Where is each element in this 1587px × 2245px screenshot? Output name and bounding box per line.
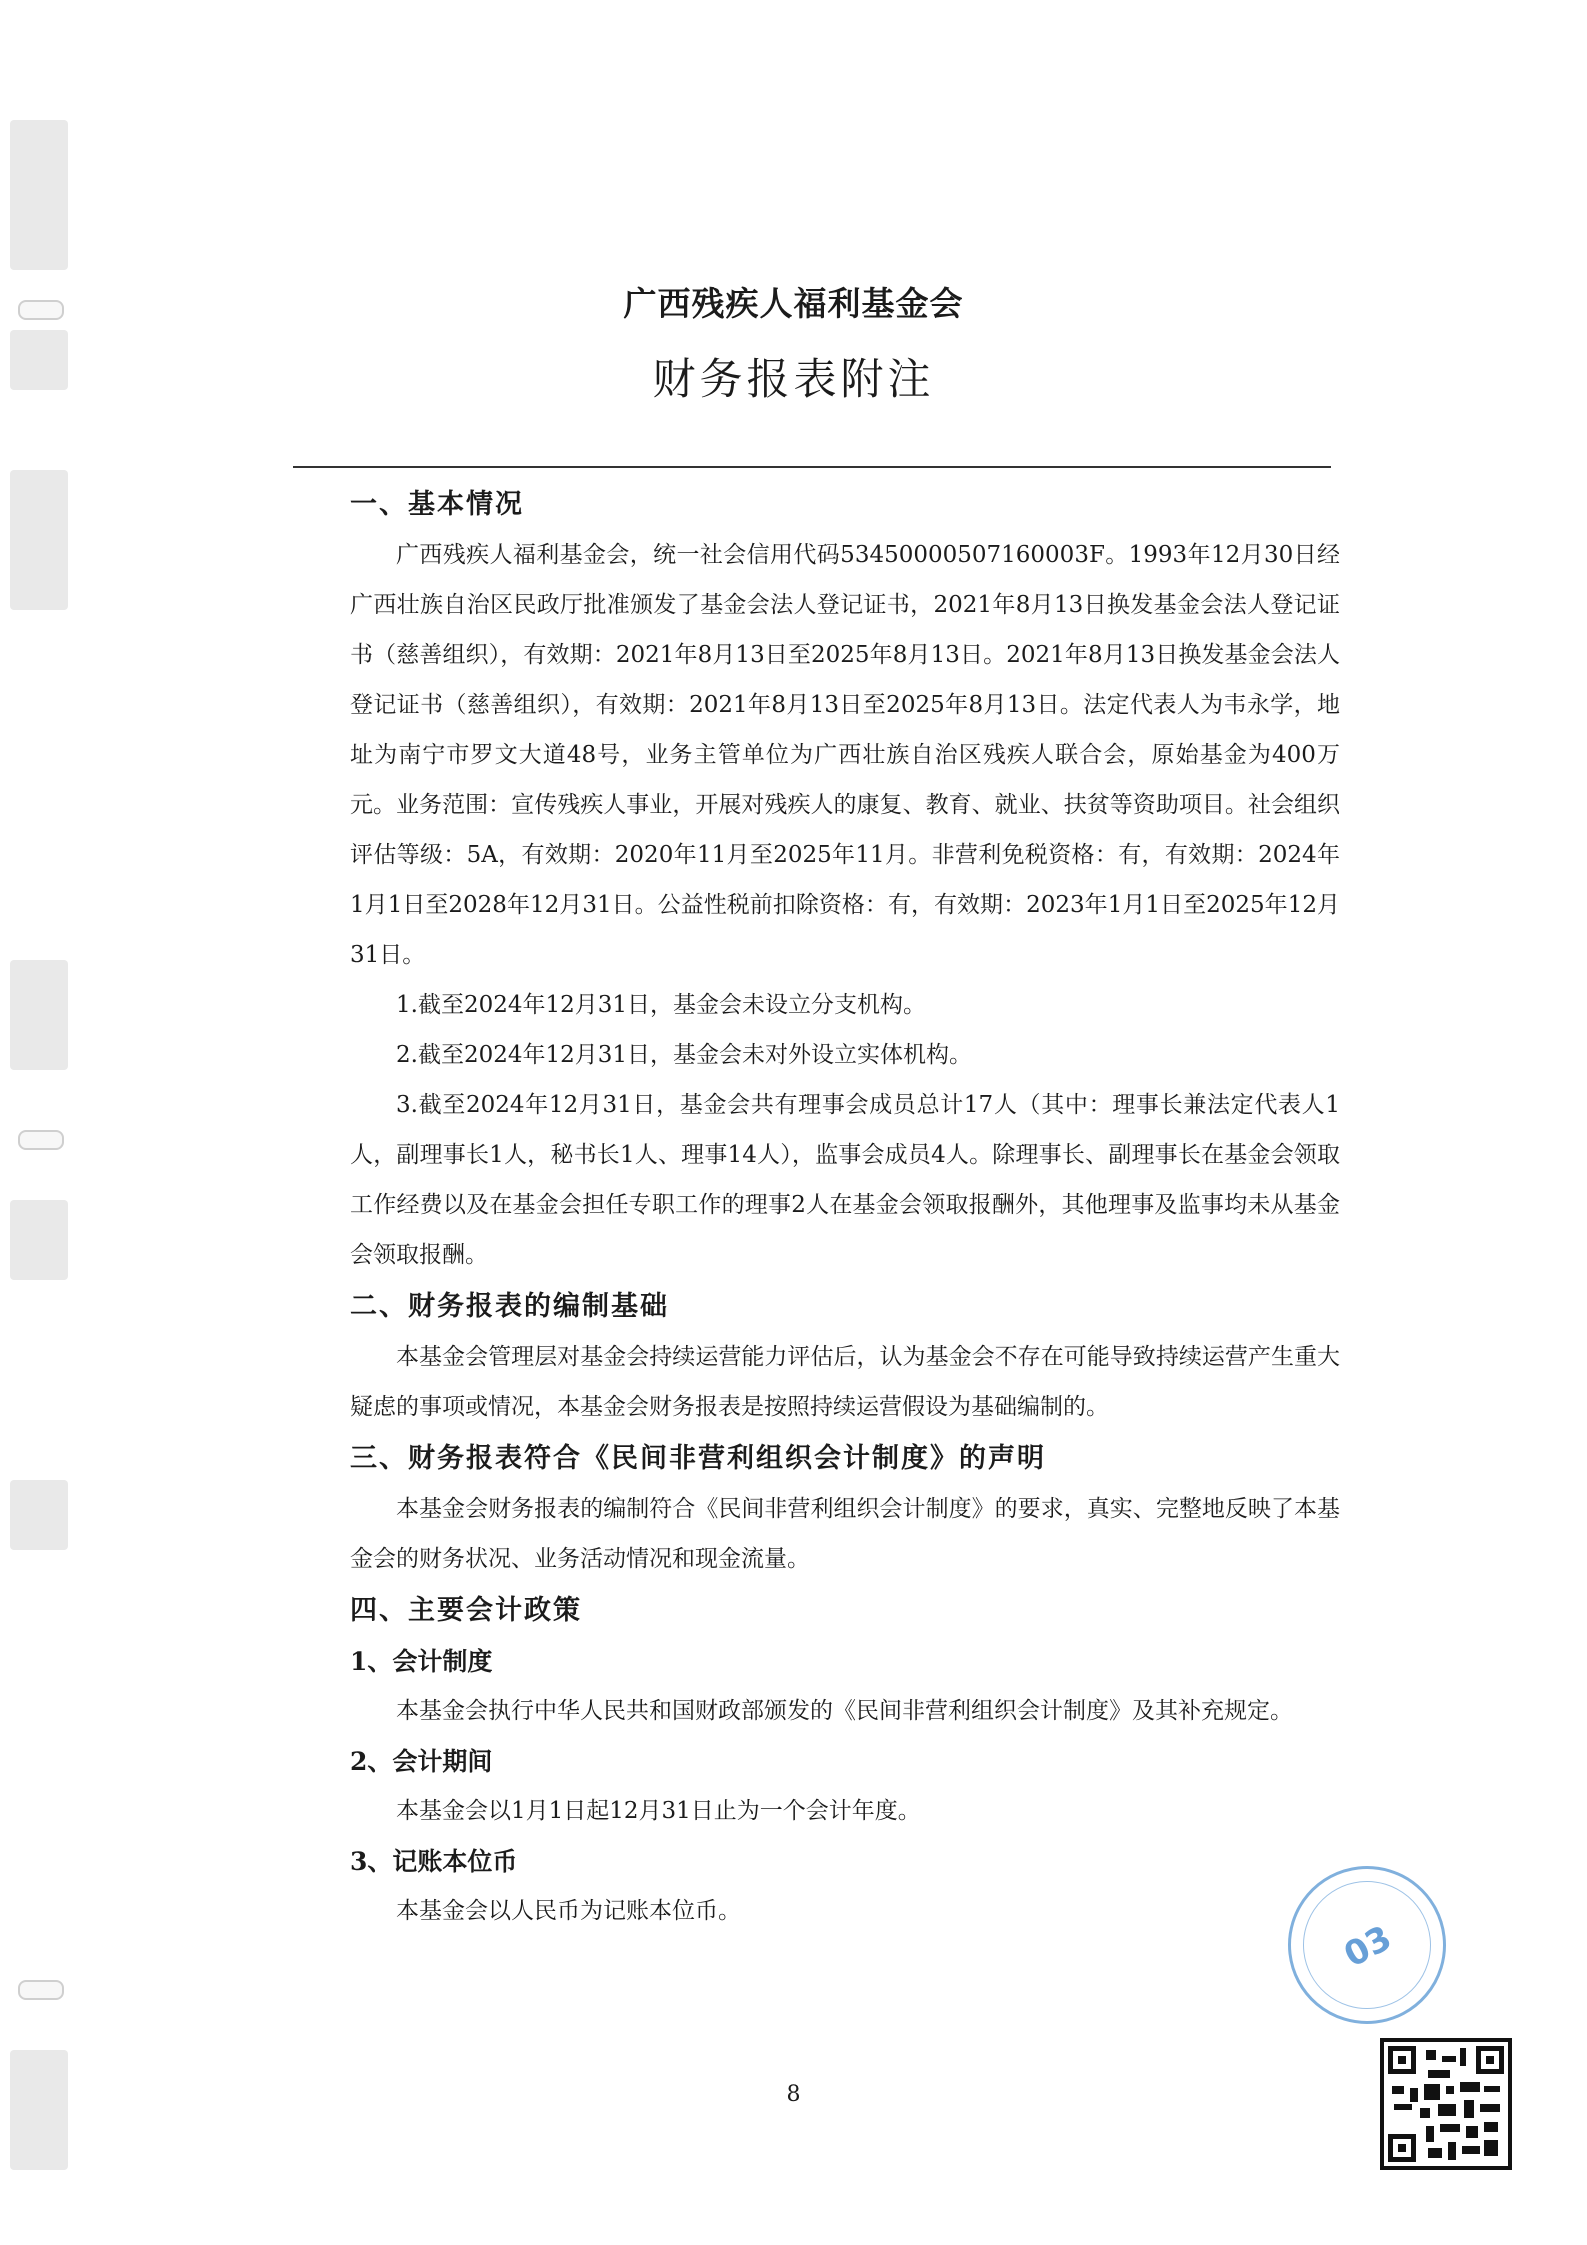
section-paragraph: 1.截至2024年12月31日，基金会未设立分支机构。	[396, 992, 927, 1018]
binding-hole	[18, 1130, 64, 1150]
qr-code-icon	[1380, 2038, 1512, 2170]
binding-hole	[18, 1980, 64, 2000]
subsection-text: 本基金会以人民币为记账本位币。	[396, 1898, 741, 1924]
notes-body	[350, 478, 1340, 1936]
section-paragraph: 广西残疾人福利基金会，统一社会信用代码53450000507160003F。1993年12月30日经广西壮族自治区民政厅批准颁发了基金会法人登记证书，2021年8月13日换发基金会法人登记证书（慈善组织），有效期：2021年8月13日至2025年8月13日。2021年8月13日换发基金会法人登记证书（慈善组织），有效期：2021年8月13日至2025年8月13日。法定代表人为韦永学，地址为南宁市罗文大道48号，业务主管单位为广西壮族自治区残疾人联合会，原始基金为400万元。业务范围：宣传残疾人事业，开展对残疾人的康复、教育、就业、扶贫等资助项目。社会组织评估等级：5A，有效期：2020年11月至2025年11月。非营利免税资格：有，有效期：2024年1月1日至2028年12月31日。公益性税前扣除资格：有，有效期：2023年1月1日至2025年12月31日。	[350, 542, 1340, 968]
document-subtitle: 财务报表附注	[652, 355, 935, 405]
subsection-heading: 2、会计期间	[350, 1747, 493, 1776]
title-divider	[293, 466, 1331, 468]
section-heading: 二、财务报表的编制基础	[350, 1291, 669, 1322]
page-number: 8	[786, 2082, 801, 2107]
section-heading: 三、财务报表符合《民间非营利组织会计制度》的声明	[350, 1443, 1046, 1474]
section-paragraph: 本基金会财务报表的编制符合《民间非营利组织会计制度》的要求，真实、完整地反映了本基金会的财务状况、业务活动情况和现金流量。	[350, 1496, 1340, 1572]
binding-strip	[0, 0, 80, 2245]
subsection-heading: 3、记账本位币	[350, 1847, 518, 1876]
binding-mark	[10, 1480, 68, 1550]
section-paragraph: 2.截至2024年12月31日，基金会未对外设立实体机构。	[396, 1042, 973, 1068]
subsection-text: 本基金会执行中华人民共和国财政部颁发的《民间非营利组织会计制度》及其补充规定。	[396, 1698, 1293, 1724]
seal-number: 03	[1337, 1918, 1399, 1976]
binding-mark	[10, 470, 68, 610]
section-paragraph: 3.截至2024年12月31日，基金会共有理事会成员总计17人（其中：理事长兼法定代表人1人，副理事长1人，秘书长1人、理事14人），监事会成员4人。除理事长、副理事长在基金会领取工作经费以及在基金会担任专职工作的理事2人在基金会领取报酬外，其他理事及监事均未从基金会领取报酬。	[350, 1092, 1340, 1268]
binding-mark	[10, 120, 68, 270]
section-heading: 四、主要会计政策	[350, 1595, 582, 1626]
qr-finder	[1476, 2046, 1504, 2074]
section-paragraph: 本基金会管理层对基金会持续运营能力评估后，认为基金会不存在可能导致持续运营产生重大疑虑的事项或情况，本基金会财务报表是按照持续运营假设为基础编制的。	[350, 1344, 1340, 1420]
section-heading: 一、基本情况	[350, 489, 524, 520]
document-title: 广西残疾人福利基金会	[623, 284, 964, 323]
binding-mark	[10, 1200, 68, 1280]
subsection-heading: 1、会计制度	[350, 1647, 493, 1676]
binding-mark	[10, 960, 68, 1070]
binding-mark	[10, 2050, 68, 2170]
qr-finder	[1388, 2046, 1416, 2074]
subsection-text: 本基金会以1月1日起12月31日止为一个会计年度。	[396, 1798, 921, 1824]
qr-finder	[1388, 2134, 1416, 2162]
